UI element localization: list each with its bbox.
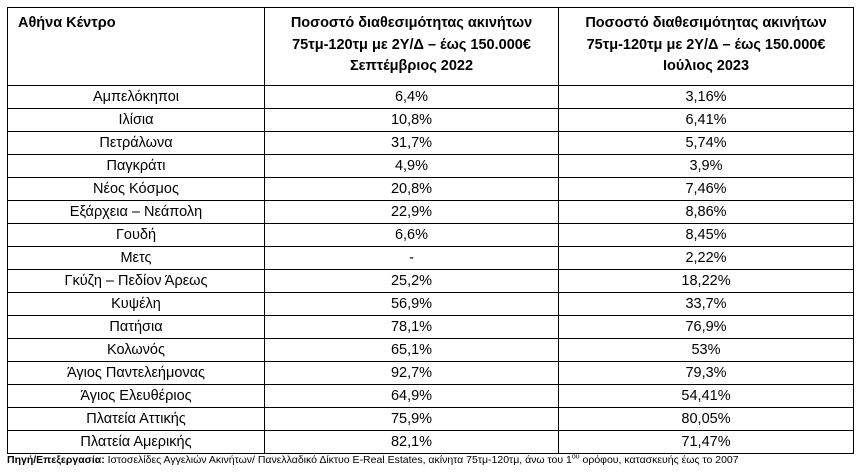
- july-2023-cell: 3,9%: [559, 155, 854, 178]
- area-cell: Γουδή: [8, 224, 265, 247]
- source-text-after: ορόφου, κατασκευής έως το 2007: [579, 454, 739, 466]
- sept-2022-cell: 10,8%: [265, 109, 559, 132]
- july-2023-cell: 18,22%: [559, 270, 854, 293]
- sept-2022-cell: 82,1%: [265, 431, 559, 454]
- sept-2022-cell: 56,9%: [265, 293, 559, 316]
- table-row: [8, 431, 854, 454]
- table-row: [8, 247, 854, 270]
- area-cell: Πετράλωνα: [8, 132, 265, 155]
- july-2023-cell: 54,41%: [559, 385, 854, 408]
- july-2023-cell: 71,47%: [559, 431, 854, 454]
- table-row: [8, 86, 854, 109]
- sept-2022-cell: 64,9%: [265, 385, 559, 408]
- table-row: [8, 316, 854, 339]
- july-2023-cell: 8,86%: [559, 201, 854, 224]
- area-cell: Μετς: [8, 247, 265, 270]
- sept-2022-cell: 6,6%: [265, 224, 559, 247]
- area-cell: Εξάρχεια – Νεάπολη: [8, 201, 265, 224]
- sept-2022-cell: 25,2%: [265, 270, 559, 293]
- header-row: [8, 8, 854, 86]
- area-cell: Κυψέλη: [8, 293, 265, 316]
- july-2023-cell: 7,46%: [559, 178, 854, 201]
- sept-2022-cell: 4,9%: [265, 155, 559, 178]
- table-row: [8, 109, 854, 132]
- area-cell: Άγιος Παντελεήμονας: [8, 362, 265, 385]
- july-2023-cell: 79,3%: [559, 362, 854, 385]
- sept-2022-cell: 65,1%: [265, 339, 559, 362]
- july-2023-cell: 8,45%: [559, 224, 854, 247]
- header-sept-2022: [265, 8, 559, 86]
- area-cell: Νέος Κόσμος: [8, 178, 265, 201]
- sept-2022-cell: 20,8%: [265, 178, 559, 201]
- july-2023-cell: 6,41%: [559, 109, 854, 132]
- header-sept-2022-line-2: 75τμ-120τμ με 2Υ/Δ – έως 150.000€: [292, 36, 531, 53]
- source-label: Πηγή/Επεξεργασία:: [7, 454, 105, 466]
- july-2023-cell: 33,7%: [559, 293, 854, 316]
- table-row: [8, 224, 854, 247]
- sept-2022-cell: 78,1%: [265, 316, 559, 339]
- july-2023-cell: 53%: [559, 339, 854, 362]
- july-2023-cell: 76,9%: [559, 316, 854, 339]
- table-row: [8, 155, 854, 178]
- table-row: [8, 362, 854, 385]
- table-row: [8, 270, 854, 293]
- header-area: [8, 8, 265, 86]
- header-area-label: Αθήνα Κέντρο: [18, 15, 116, 31]
- area-cell: Αμπελόκηποι: [8, 86, 265, 109]
- header-sept-2022-line-3: Σεπτέμβριος 2022: [349, 58, 474, 74]
- table-row: [8, 293, 854, 316]
- area-cell: Παγκράτι: [8, 155, 265, 178]
- table-body: [8, 86, 854, 454]
- july-2023-cell: 5,74%: [559, 132, 854, 155]
- table-row: [8, 408, 854, 431]
- july-2023-cell: 2,22%: [559, 247, 854, 270]
- source-text-before: Ιστοσελίδες Αγγελιών Ακινήτων/ Πανελλαδικό Δίκτυο E-Real Estates, ακίνητα 75τμ-120τμ, άνω του 1: [104, 454, 572, 466]
- table-row: [8, 201, 854, 224]
- july-2023-cell: 80,05%: [559, 408, 854, 431]
- source-superscript: ου: [571, 453, 580, 461]
- sept-2022-cell: 92,7%: [265, 362, 559, 385]
- sept-2022-cell: -: [265, 247, 559, 270]
- table-row: [8, 339, 854, 362]
- header-july-2023: [559, 8, 854, 86]
- area-cell: Πλατεία Αμερικής: [8, 431, 265, 454]
- area-cell: Γκύζη – Πεδίον Άρεως: [8, 270, 265, 293]
- source-footnote: [7, 453, 867, 467]
- area-cell: Κολωνός: [8, 339, 265, 362]
- sept-2022-cell: 31,7%: [265, 132, 559, 155]
- area-cell: Άγιος Ελευθέριος: [8, 385, 265, 408]
- sept-2022-cell: 22,9%: [265, 201, 559, 224]
- table-row: [8, 132, 854, 155]
- header-sept-2022-line-1: Ποσοστό διαθεσιμότητας ακινήτων: [290, 15, 533, 31]
- table-row: [8, 385, 854, 408]
- availability-table: [7, 7, 854, 454]
- sept-2022-cell: 6,4%: [265, 86, 559, 109]
- header-july-2023-line-1: Ποσοστό διαθεσιμότητας ακινήτων: [585, 15, 827, 31]
- sept-2022-cell: 75,9%: [265, 408, 559, 431]
- header-july-2023-line-3: Ιούλιος 2023: [662, 58, 750, 74]
- header-july-2023-line-2: 75τμ-120τμ με 2Υ/Δ – έως 150.000€: [586, 36, 826, 53]
- area-cell: Πλατεία Αττικής: [8, 408, 265, 431]
- july-2023-cell: 3,16%: [559, 86, 854, 109]
- area-cell: Πατήσια: [8, 316, 265, 339]
- table-row: [8, 178, 854, 201]
- area-cell: Ιλίσια: [8, 109, 265, 132]
